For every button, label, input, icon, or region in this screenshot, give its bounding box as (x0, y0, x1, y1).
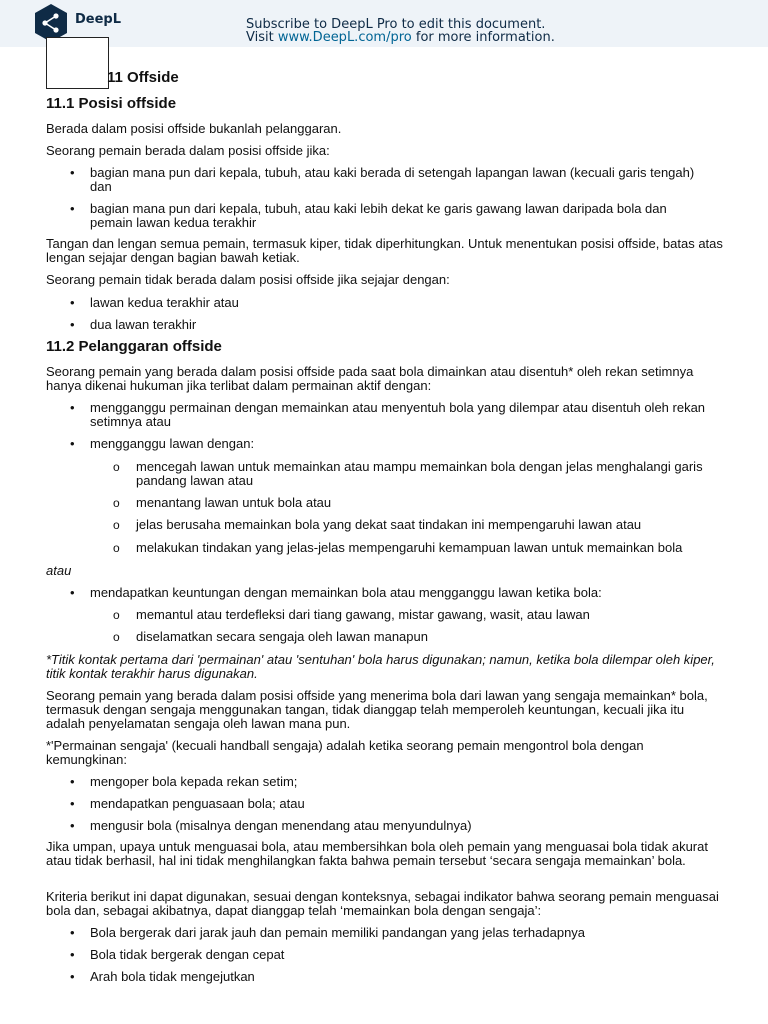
image-placeholder (46, 37, 109, 89)
list-item: • mendapatkan penguasaan bola; atau (90, 797, 710, 811)
list-item: • bagian mana pun dari kepala, tubuh, atau kaki lebih dekat ke garis gawang lawan daripada bola dan pemain lawan kedua terakhir (90, 202, 710, 230)
paragraph: Seorang pemain yang berada dalam posisi offside yang menerima bola dari lawan yang sengaja memainkan* bola, termasuk dengan sengaja menggunakan tangan, tidak dianggap telah memperoleh keuntungan, kecuali jika itu adalah penyelamatan sengaja oleh lawan mana pun. (46, 688, 708, 731)
list-item: • mendapatkan keuntungan dengan memainkan bola atau mengganggu lawan ketika bola: (90, 586, 710, 600)
deepl-brand: DeepL (75, 12, 122, 27)
paragraph: Jika umpan, upaya untuk menguasai bola, atau membersihkan bola oleh pemain yang menguasai bola tidak akurat atau tidak berhasil, hal ini tidak menghilangkan fakta bahwa pemain tersebut ‘secara sengaja memainkan’ bola. (46, 839, 708, 868)
list-item: • mengganggu permainan dengan memainkan atau menyentuh bola yang dilempar atau disentuh oleh rekan setimnya atau (90, 401, 710, 429)
heading-11-1: 11.1 Posisi offside (46, 95, 177, 112)
list-item: • Bola tidak bergerak dengan cepat (90, 948, 710, 962)
heading-11-2: 11.2 Pelanggaran offside (46, 338, 222, 355)
list-item: • lawan kedua terakhir atau (90, 296, 710, 310)
subscribe-line: Subscribe to DeepL Pro to edit this document. (246, 17, 546, 32)
sub-list-item: o menantang lawan untuk bola atau (136, 496, 726, 510)
sub-list-item: o mencegah lawan untuk memainkan atau mampu memainkan bola dengan jelas menghalangi garis pandang lawan atau (136, 460, 726, 488)
list-item: • mengganggu lawan dengan: (90, 437, 710, 451)
paragraph: Seorang pemain tidak berada dalam posisi offside jika sejajar dengan: (46, 272, 450, 287)
subscribe-message (246, 18, 555, 44)
deepl-banner (0, 0, 768, 47)
heading-11: 11 Offside (107, 69, 179, 86)
list-item: • mengoper bola kepada rekan setim; (90, 775, 710, 789)
visit-line: Visit www.DeepL.com/pro for more information. (246, 30, 555, 45)
sub-list-item: o diselamatkan secara sengaja oleh lawan manapun (136, 630, 726, 644)
paragraph: Tangan dan lengan semua pemain, termasuk kiper, tidak diperhitungkan. Untuk menentukan posisi offside, batas atas lengan sejajar dengan bagian bawah ketiak. (46, 236, 723, 265)
sub-list-item: o memantul atau terdefleksi dari tiang gawang, mistar gawang, wasit, atau lawan (136, 608, 726, 622)
deepl-pro-link[interactable]: www.DeepL.com/pro (277, 30, 412, 45)
list-item: • Arah bola tidak mengejutkan (90, 970, 710, 984)
paragraph: Seorang pemain berada dalam posisi offside jika: (46, 143, 330, 158)
footnote: *Titik kontak pertama dari 'permainan' atau 'sentuhan' bola harus digunakan; namun, ketika bola dilempar oleh kiper, titik kontak terakhir harus digunakan. (46, 652, 715, 681)
paragraph: Kriteria berikut ini dapat digunakan, sesuai dengan konteksnya, sebagai indikator bahwa seorang pemain menguasai bola dan, sebagai akibatnya, dapat dianggap telah ‘memainkan bola dengan sengaja’: (46, 889, 719, 918)
connector-word: atau (46, 563, 72, 578)
sub-list-item: o jelas berusaha memainkan bola yang dekat saat tindakan ini mempengaruhi lawan atau (136, 518, 726, 532)
sub-list-item: o melakukan tindakan yang jelas-jelas mempengaruhi kemampuan lawan untuk memainkan bola (136, 541, 726, 555)
list-item: • Bola bergerak dari jarak jauh dan pemain memiliki pandangan yang jelas terhadapnya (90, 926, 710, 940)
paragraph: Berada dalam posisi offside bukanlah pelanggaran. (46, 121, 342, 136)
paragraph: Seorang pemain yang berada dalam posisi offside pada saat bola dimainkan atau disentuh* oleh rekan setimnya hanya dikenai hukuman jika terlibat dalam permainan aktif dengan: (46, 364, 694, 393)
list-item: • dua lawan terakhir (90, 318, 710, 332)
list-item: • bagian mana pun dari kepala, tubuh, atau kaki berada di setengah lapangan lawan (kecuali garis tengah) dan (90, 166, 710, 194)
paragraph: *'Permainan sengaja' (kecuali handball sengaja) adalah ketika seorang pemain mengontrol bola dengan kemungkinan: (46, 738, 644, 767)
list-item: • mengusir bola (misalnya dengan menendang atau menyundulnya) (90, 819, 710, 833)
